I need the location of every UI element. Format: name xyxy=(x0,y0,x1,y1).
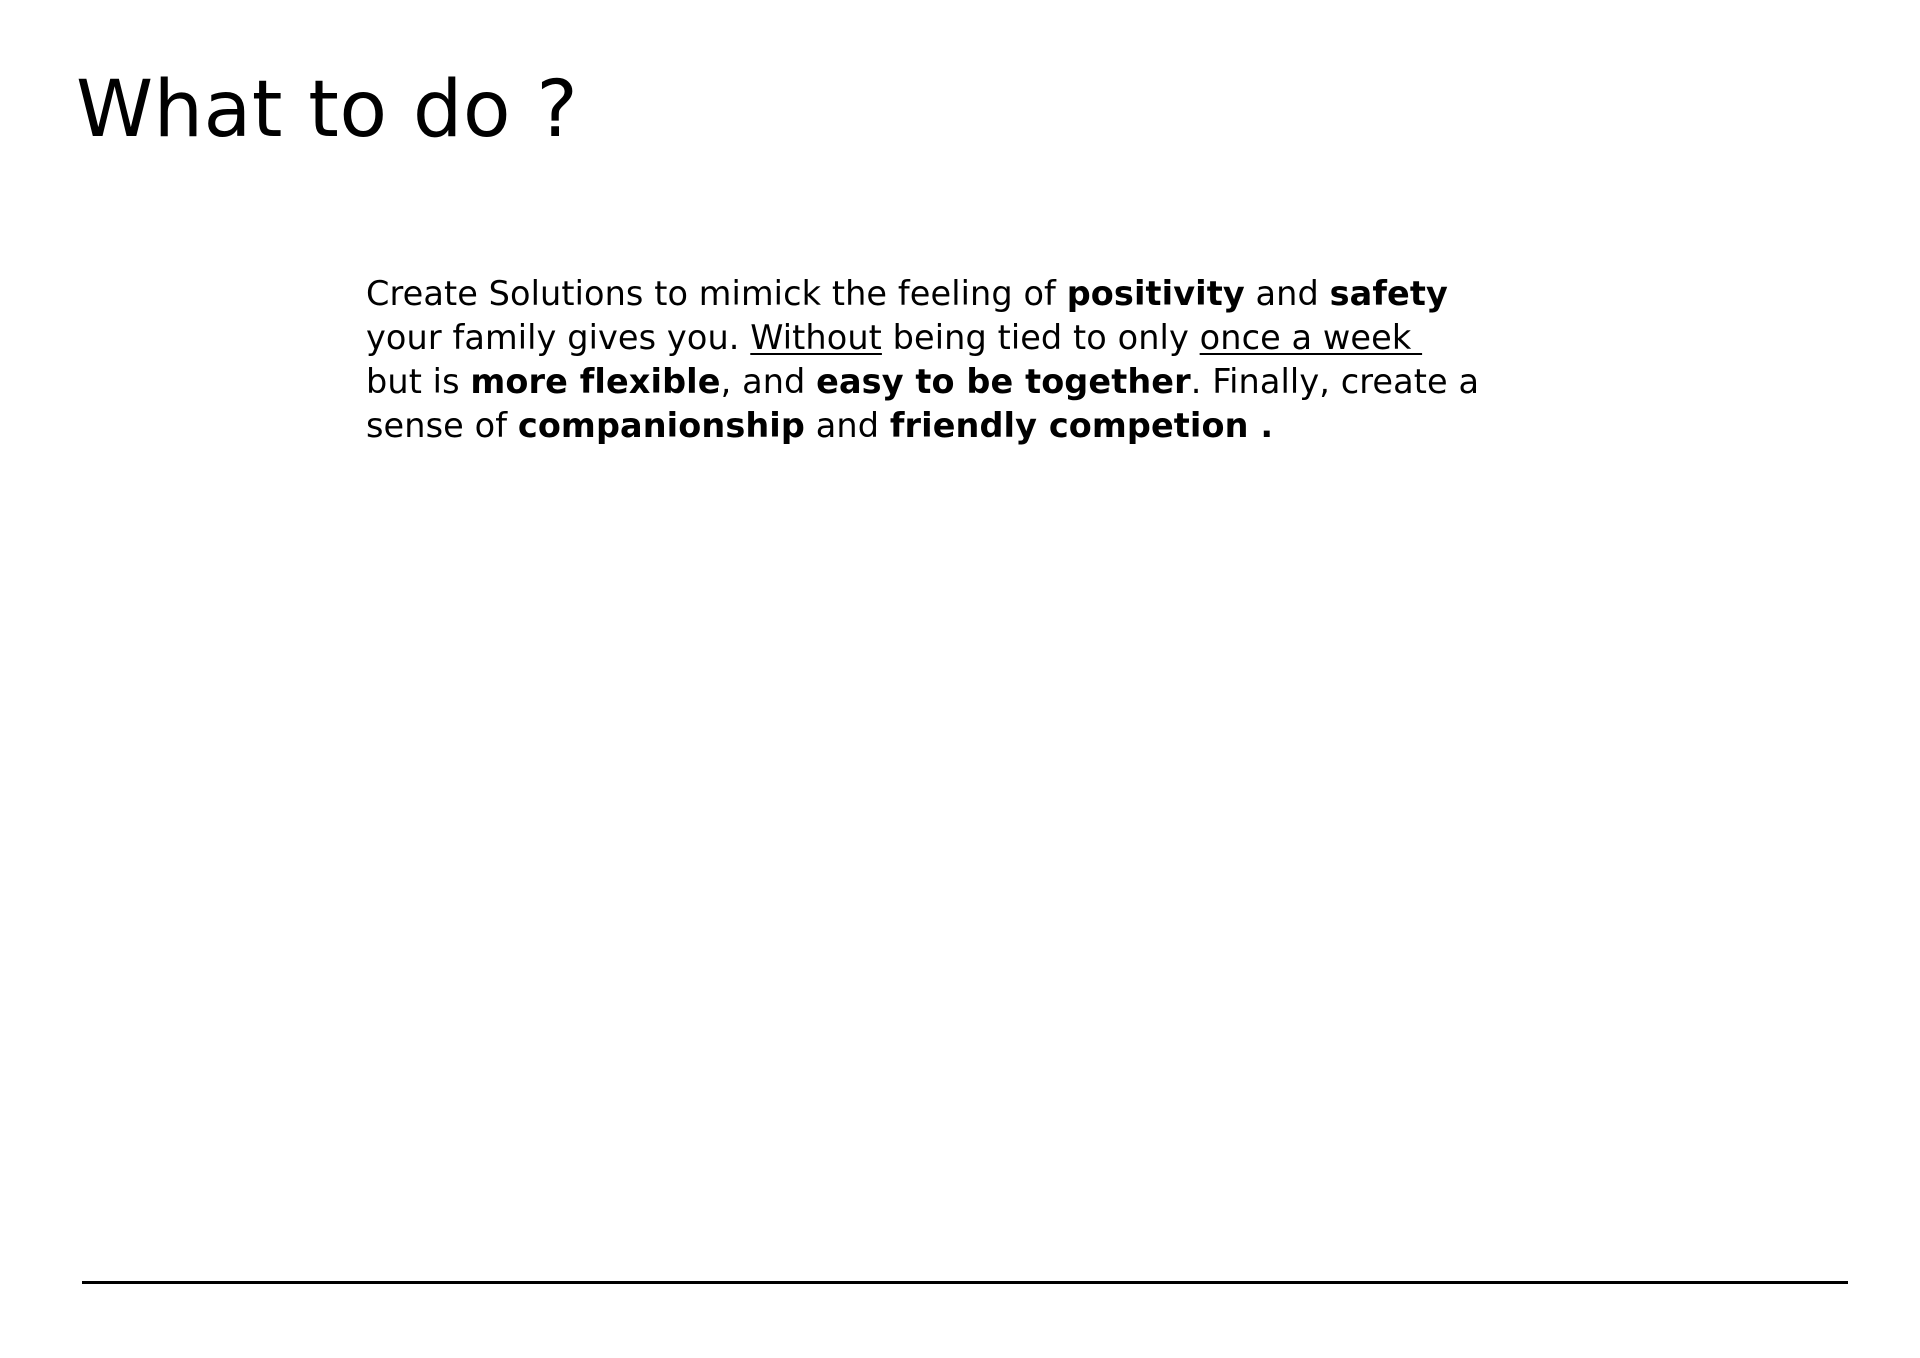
bold-term-companionship: companionship xyxy=(517,406,805,445)
text-run: being tied to only xyxy=(881,318,1200,357)
paragraph-line-2 xyxy=(366,316,1526,360)
text-run: your family gives you. xyxy=(366,318,751,357)
paragraph-line-3 xyxy=(366,360,1526,404)
body-paragraph xyxy=(366,272,1526,448)
bold-term-safety: safety xyxy=(1329,274,1448,313)
text-run: and xyxy=(804,406,890,445)
bold-term-friendly-competion: friendly competion . xyxy=(889,406,1274,445)
bold-term-easy-to-be-together: easy to be together xyxy=(816,362,1191,401)
text-run: but is xyxy=(366,362,471,401)
text-run: sense of xyxy=(366,406,518,445)
text-run: , and xyxy=(720,362,817,401)
footer-divider xyxy=(82,1281,1848,1284)
text-run: . Finally, create a xyxy=(1190,362,1480,401)
paragraph-line-4 xyxy=(366,404,1526,448)
underlined-term-once-a-week: once a week xyxy=(1199,318,1423,357)
bold-term-positivity: positivity xyxy=(1066,274,1245,313)
underlined-term-without: Without xyxy=(750,318,882,357)
page-title: What to do ? xyxy=(76,65,579,155)
text-run: and xyxy=(1244,274,1330,313)
bold-term-more-flexible: more flexible xyxy=(470,362,721,401)
paragraph-line-1 xyxy=(366,272,1526,316)
text-run: Create Solutions to mimick the feeling of xyxy=(366,274,1067,313)
